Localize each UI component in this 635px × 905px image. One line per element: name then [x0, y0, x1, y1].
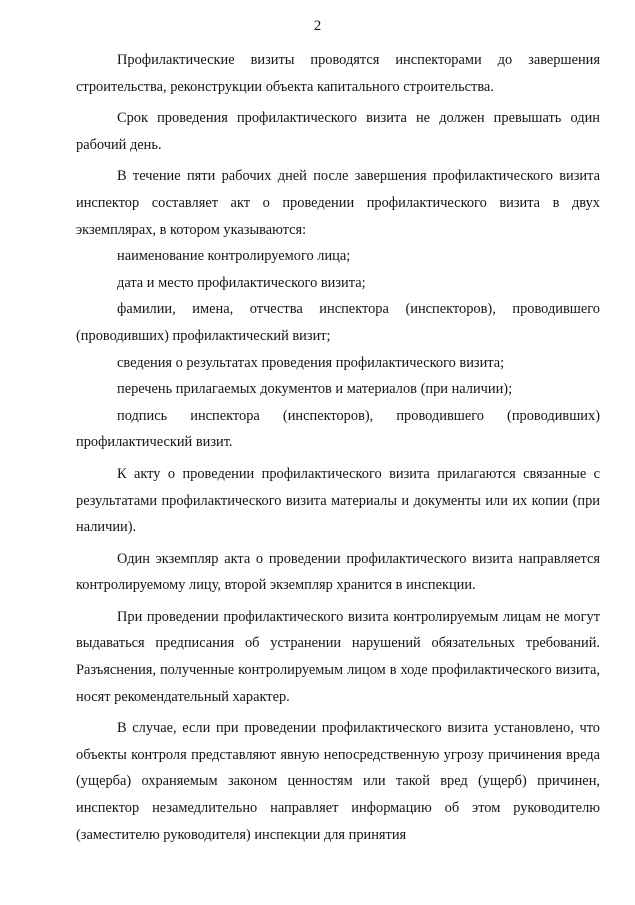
list-item-results: сведения о результатах проведения профилактического визита;	[117, 354, 505, 371]
list-item-date-place: дата и место профилактического визита;	[117, 274, 366, 291]
paragraph-no-orders: При проведении профилактического визита контролируемым лицам не могут выдаваться предписания об устранении нарушений обязательных требований. Разъяснения, полученные контролируемым лицом в ходе профилактического визита, носят рекомендательный характер.	[76, 608, 600, 705]
list-item-controlled-person: наименование контролируемого лица;	[117, 248, 351, 265]
paragraph-act-attachments: К акту о проведении профилактического визита прилагаются связанные с результатами профилактического визита материалы и документы или их копии (при наличии).	[76, 465, 600, 536]
list-item-inspector-names: фамилии, имена, отчества инспектора (инспекторов), проводившего (проводивших) профилактический визит;	[76, 301, 600, 344]
paragraph-act-copies: Один экземпляр акта о проведении профилактического визита направляется контролируемому лицу, второй экземпляр хранится в инспекции.	[76, 550, 600, 594]
document-body	[76, 47, 600, 848]
paragraph-act-drafting: В течение пяти рабочих дней после завершения профилактического визита инспектор составляет акт о проведении профилактического визита в двух экземплярах, в котором указываются:	[76, 168, 600, 238]
paragraph-threat-case: В случае, если при проведении профилактического визита установлено, что объекты контроля представляют явную непосредственную угрозу причинения вреда (ущерба) охраняемым законом ценностям или такой вред (ущерб) причинен, инспектор незамедлительно направляет информацию об этом руководителю (заместителю руководителя) инспекции для принятия	[76, 720, 600, 843]
list-item-signature: подпись инспектора (инспекторов), проводившего (проводивших) профилактический визит.	[76, 407, 600, 451]
list-item-attachments: перечень прилагаемых документов и материалов (при наличии);	[117, 381, 513, 398]
paragraph-visit-duration: Срок проведения профилактического визита не должен превышать один рабочий день.	[76, 110, 600, 153]
page-number: 2	[313, 18, 322, 34]
paragraph-visit-period: Профилактические визиты проводятся инспекторами до завершения строительства, реконструкции объекта капитального строительства.	[76, 52, 600, 95]
